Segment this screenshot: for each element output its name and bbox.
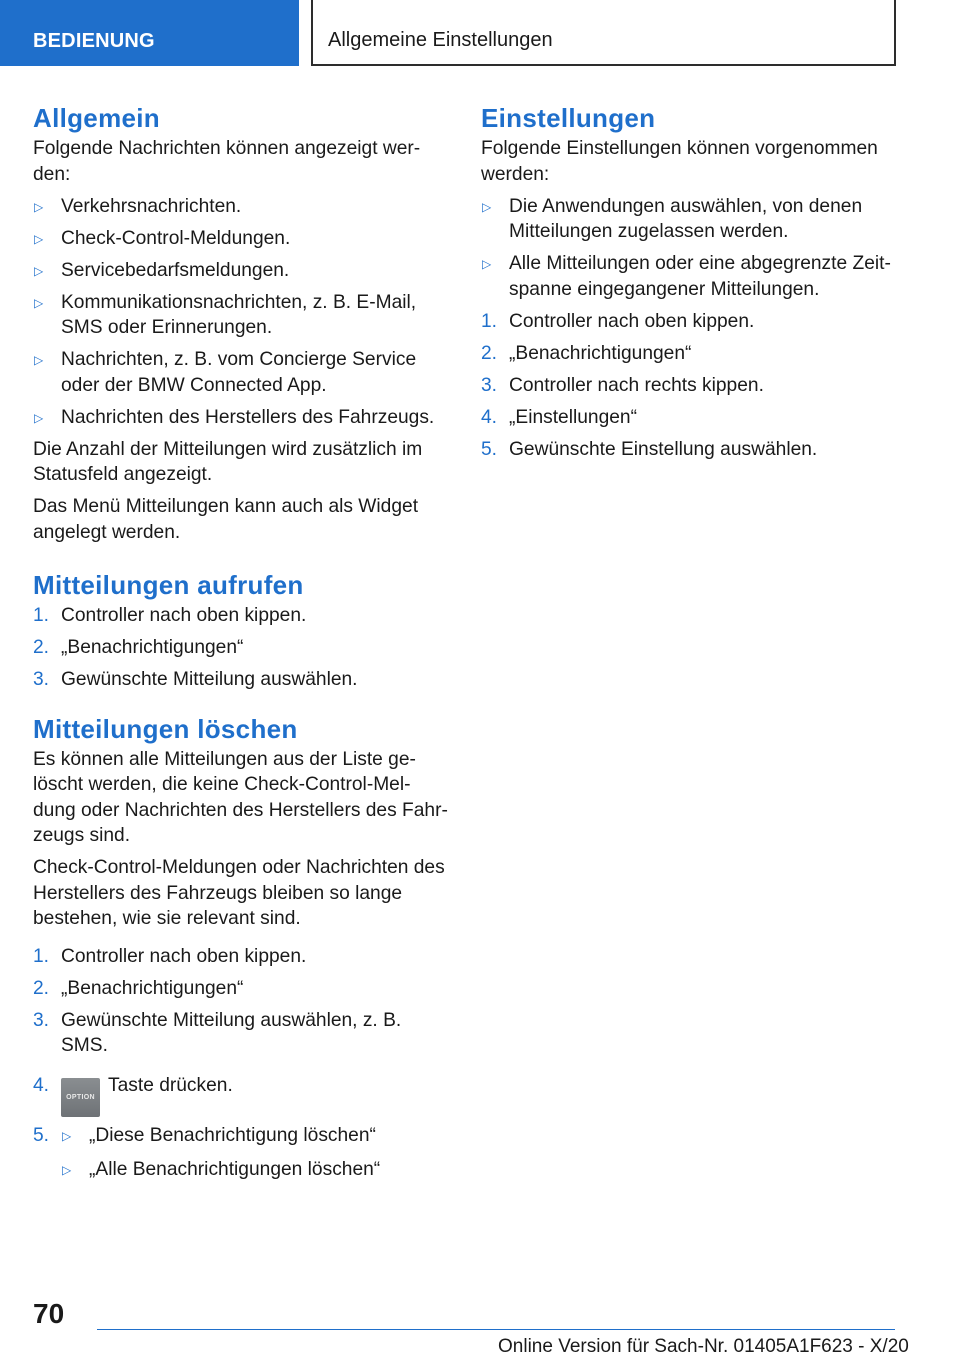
triangle-right-outline-icon: ▷ [482,257,492,271]
step-item: 5. ▷ „Diese Benachrichtigung löschen“ ▷ „Alle Benachrichtigungen löschen“ [33,1123,449,1182]
step-item: 5. Gewünschte Einstellung auswählen. [481,438,818,460]
option-key-icon: OPTION [61,1078,100,1117]
heading-allgemein: Allgemein [33,103,160,133]
list-item: ▷ Nachrichten des Herstellers des Fahrzeugs. [33,405,449,431]
widget-note: Das Menü Mitteilungen kann auch als Widget angelegt werden. [33,496,419,543]
step-item: 1. Controller nach oben kippen. [33,605,307,626]
loeschen-steps [33,944,449,1183]
footer-online-version: Online Version für Sach-Nr. 01405A1F623 - X/20 [498,1336,909,1357]
chapter-title-box [311,0,896,66]
list-item: ▷ „Diese Benachrichtigung löschen“ [61,1123,449,1149]
heading-loeschen: Mitteilungen löschen [33,713,298,744]
left-column [33,100,449,1190]
loeschen-p1: Es können alle Mitteilungen aus der Liste ge-löscht werden, die keine Check-Control-Mel-dung oder Nachrichten des Herstellers des Fahr-zeugs sind. [33,748,448,846]
list-item: ▷ Servicebedarfsmeldungen. [33,258,449,284]
page-number: 70 [33,1298,65,1329]
step-item: 1. Controller nach oben kippen. [481,310,755,332]
section-tab [0,0,299,66]
right-column [481,100,897,469]
triangle-right-outline-icon: ▷ [34,199,44,214]
triangle-right-outline-icon: ▷ [34,353,44,367]
step-item: 2. „Benachrichtigungen“ [33,637,244,658]
einstellungen-steps [481,309,897,463]
einstellungen-intro: Folgende Einstellungen können vorgenommen werden: [481,138,878,185]
step-item: 3. Controller nach rechts kippen. [481,374,764,396]
count-note: Die Anzahl der Mitteilungen wird zusätzlich im Statusfeld angezeigt. [33,438,423,485]
step-item: 4. „Einstellungen“ [481,406,637,428]
delete-options-list [61,1123,449,1182]
list-item: ▷ Check-Control-Meldungen. [33,226,449,252]
footer-divider [97,1329,895,1330]
triangle-right-outline-icon: ▷ [34,295,44,310]
settings-options-list [481,194,897,303]
list-item: ▷ Verkehrsnachrichten. [33,194,449,220]
allgemein-intro: Folgende Nachrichten können angezeigt wer-den: [33,138,421,185]
step-item: 4. OPTIONTaste drücken. [33,1073,449,1117]
step-item: 2. „Benachrichtigungen“ [33,977,244,999]
aufrufen-steps [33,603,449,693]
step-item: 3. Gewünschte Mitteilung auswählen. [33,669,358,690]
triangle-right-outline-icon: ▷ [34,231,44,246]
chapter-title: Allgemeine Einstellungen [328,29,553,51]
section-label: BEDIENUNG [33,30,155,52]
loeschen-p2: Check-Control-Meldungen oder Nachrichten des Herstellers des Fahrzeugs bleiben so lange bestehen, wie sie relevant sind. [33,857,445,929]
triangle-right-outline-icon: ▷ [482,199,492,214]
message-types-list [33,194,449,431]
step-item: 2. „Benachrichtigungen“ [481,342,692,364]
list-item: ▷ Die Anwendungen auswählen, von denen Mitteilungen zugelassen werden. [482,195,863,242]
list-item: ▷ „Alle Benachrichtigungen löschen“ [61,1157,449,1183]
triangle-right-outline-icon: ▷ [62,1129,72,1143]
list-item: ▷ Nachrichten, z. B. vom Concierge Service oder der BMW Connected App. [34,349,417,396]
step-item: 1. Controller nach oben kippen. [33,945,307,967]
triangle-right-outline-icon: ▷ [62,1162,72,1177]
list-item: ▷ Alle Mitteilungen oder eine abgegrenzte Zeit-spanne eingegangener Mitteilungen. [482,253,891,300]
step-item: 3. Gewünschte Mitteilung auswählen, z. B. SMS. [33,1009,402,1056]
triangle-right-outline-icon: ▷ [34,263,44,278]
heading-einstellungen: Einstellungen [481,103,656,133]
list-item: ▷ Kommunikationsnachrichten, z. B. E-Mail, SMS oder Erinnerungen. [34,291,417,338]
heading-aufrufen: Mitteilungen aufrufen [33,570,304,600]
triangle-right-outline-icon: ▷ [34,410,44,425]
